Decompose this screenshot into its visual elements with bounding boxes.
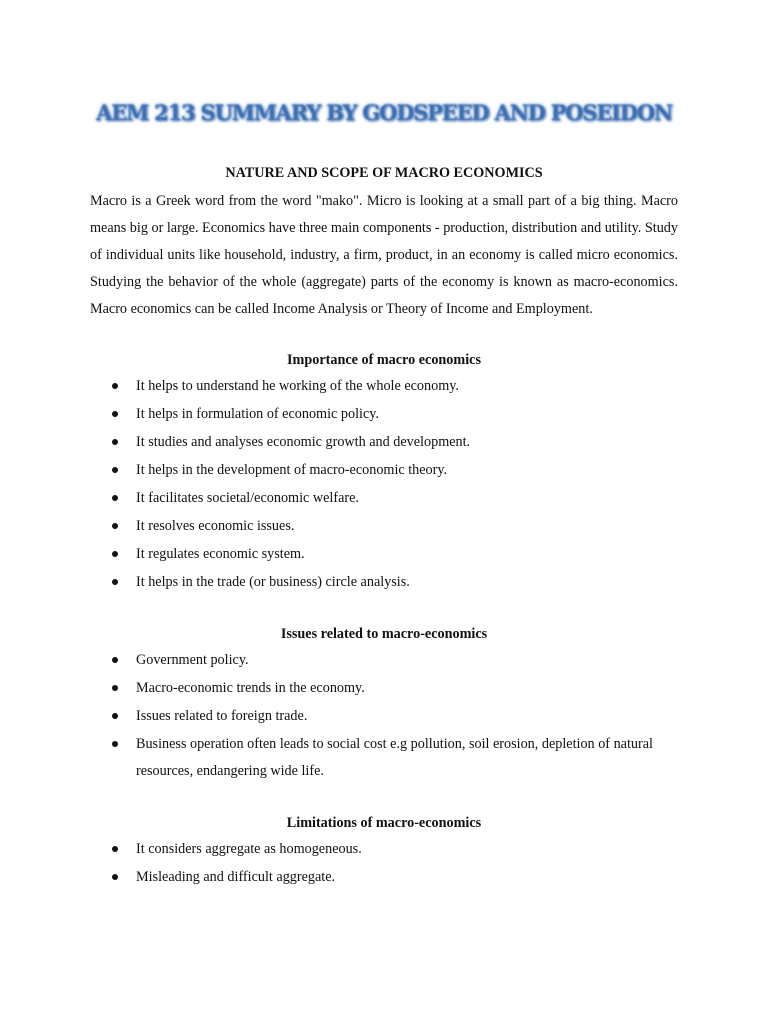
list-item-text: Business operation often leads to social cost e.g pollution, soil erosion, depletion of natural resources, endangering wide life. <box>136 736 653 779</box>
bullet-icon <box>112 874 118 880</box>
list-item <box>90 457 678 484</box>
list-item <box>90 513 678 540</box>
list-item-text: It considers aggregate as homogeneous. <box>136 840 362 857</box>
list-item-text: Government policy. <box>136 652 249 668</box>
bullet-icon <box>112 495 118 501</box>
list-item <box>90 373 678 400</box>
list-item <box>90 429 678 456</box>
issues-list <box>90 647 678 784</box>
list-item-text: Misleading and difficult aggregate. <box>136 868 336 885</box>
section-spacer <box>90 786 678 812</box>
list-item <box>90 731 678 784</box>
bullet-icon <box>112 685 118 691</box>
list-item-text: It regulates economic system. <box>136 546 305 562</box>
list-item <box>90 541 678 568</box>
list-item <box>90 569 678 596</box>
bullet-icon <box>112 657 118 663</box>
bullet-icon <box>112 383 118 389</box>
bullet-icon <box>112 713 118 719</box>
list-item-text: It resolves economic issues. <box>136 518 295 534</box>
list-item <box>90 401 678 428</box>
section-spacer <box>90 597 678 623</box>
bullet-icon <box>112 411 118 417</box>
importance-list <box>90 373 678 596</box>
bullet-icon <box>112 439 118 445</box>
bullet-icon <box>112 846 118 852</box>
list-item <box>90 675 678 702</box>
section-heading-importance: Importance of macro economics <box>287 352 481 368</box>
document-body <box>90 162 678 892</box>
bullet-icon <box>112 467 118 473</box>
list-item <box>90 485 678 512</box>
section-heading-limitations: Limitations of macro-economics <box>286 814 482 831</box>
list-item-text: It helps to understand he working of the whole economy. <box>136 378 459 394</box>
section-spacer <box>90 323 678 349</box>
list-item <box>90 864 678 891</box>
bullet-icon <box>112 551 118 557</box>
list-item-text: It facilitates societal/economic welfare. <box>136 490 359 506</box>
section-heading-issues: Issues related to macro-economics <box>280 626 488 642</box>
list-item-text: Macro-economic trends in the economy. <box>136 680 365 696</box>
list-item-text: It helps in the trade (or business) circle analysis. <box>136 574 410 590</box>
intro-paragraph: Macro is a Greek word from the word "mako". Micro is looking at a small part of a big thing. Macro means big or large. Economics have three main components - production, distribution and utility. Study of individual units like household, industry, a firm, product, in an economy is called micro economics. Studying the behavior of the whole (aggregate) parts of the economy is known as macro-economics. Macro economics can be called Income Analysis or Theory of Income and Employment. <box>90 193 678 317</box>
section-heading-nature-scope: NATURE AND SCOPE OF MACRO ECONOMICS <box>225 165 543 181</box>
list-item-text: It helps in the development of macro-economic theory. <box>136 462 448 478</box>
list-item-text: It helps in formulation of economic policy. <box>136 406 379 422</box>
bullet-icon <box>112 579 118 585</box>
list-item-text: It studies and analyses economic growth and development. <box>136 434 471 450</box>
bullet-icon <box>112 523 118 529</box>
limitations-list <box>90 836 678 891</box>
list-item-text: Issues related to foreign trade. <box>136 708 308 724</box>
list-item <box>90 703 678 730</box>
list-item <box>90 647 678 674</box>
bullet-icon <box>112 741 118 747</box>
list-item <box>90 836 678 863</box>
document-title: AEM 213 SUMMARY BY GODSPEED AND POSEIDON <box>96 100 672 125</box>
